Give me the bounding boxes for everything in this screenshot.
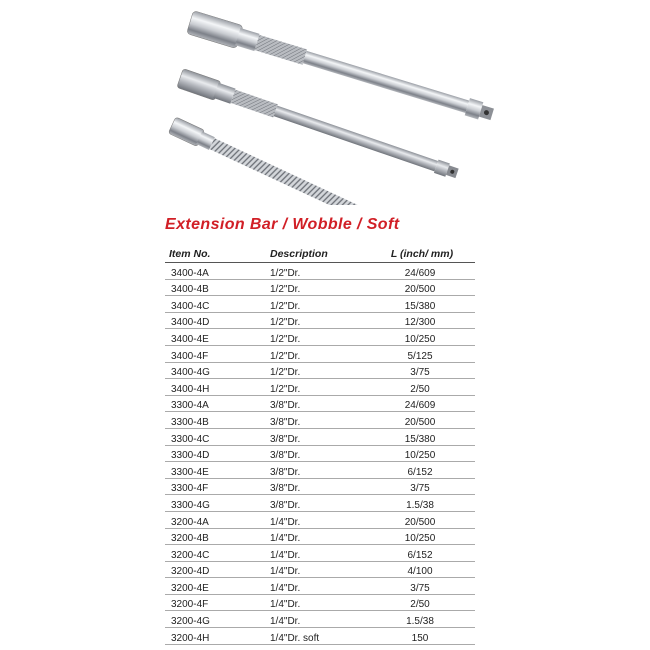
table-row: [165, 412, 475, 429]
item-no-cell: 3400-4H: [165, 379, 264, 396]
length-cell: 20/500: [365, 279, 475, 296]
table-row: [165, 578, 475, 595]
item-no-cell: 3300-4B: [165, 412, 264, 429]
description-cell: 1/4"Dr.: [264, 561, 365, 578]
item-no-cell: 3200-4F: [165, 594, 264, 611]
table-row: [165, 279, 475, 296]
description-cell: 3/8"Dr.: [264, 428, 365, 445]
item-no-cell: 3300-4F: [165, 478, 264, 495]
description-cell: 1/2"Dr.: [264, 279, 365, 296]
description-cell: 1/4"Dr.: [264, 528, 365, 545]
description-cell: 1/2"Dr.: [264, 345, 365, 362]
spec-table: [165, 245, 475, 645]
item-no-cell: 3200-4C: [165, 545, 264, 562]
item-no-cell: 3300-4E: [165, 462, 264, 479]
length-cell: 20/500: [365, 412, 475, 429]
table-row: [165, 312, 475, 329]
description-cell: 1/2"Dr.: [264, 263, 365, 280]
item-no-cell: 3300-4G: [165, 495, 264, 512]
table-row: [165, 379, 475, 396]
header-description: Description: [264, 245, 365, 263]
description-cell: 3/8"Dr.: [264, 445, 365, 462]
table-row: [165, 528, 475, 545]
item-no-cell: 3400-4E: [165, 329, 264, 346]
item-no-cell: 3400-4G: [165, 362, 264, 379]
length-cell: 150: [365, 628, 475, 645]
item-no-cell: 3200-4H: [165, 628, 264, 645]
table-row: [165, 428, 475, 445]
table-row: [165, 611, 475, 628]
table-header-row: [165, 245, 475, 263]
table-row: [165, 296, 475, 313]
length-cell: 5/125: [365, 345, 475, 362]
table-row: [165, 545, 475, 562]
description-cell: 1/2"Dr.: [264, 379, 365, 396]
item-no-cell: 3200-4G: [165, 611, 264, 628]
length-cell: 6/152: [365, 545, 475, 562]
table-row: [165, 495, 475, 512]
length-cell: 1.5/38: [365, 611, 475, 628]
length-cell: 3/75: [365, 578, 475, 595]
header-length: L (inch/ mm): [365, 245, 475, 263]
table-row: [165, 395, 475, 412]
description-cell: 3/8"Dr.: [264, 462, 365, 479]
length-cell: 3/75: [365, 362, 475, 379]
description-cell: 1/2"Dr.: [264, 362, 365, 379]
item-no-cell: 3400-4C: [165, 296, 264, 313]
length-cell: 24/609: [365, 395, 475, 412]
length-cell: 6/152: [365, 462, 475, 479]
header-item-no: Item No.: [165, 245, 264, 263]
description-cell: 1/2"Dr.: [264, 296, 365, 313]
wobble-extension-bar: [168, 117, 420, 205]
item-no-cell: 3300-4C: [165, 428, 264, 445]
section-title: Extension Bar / Wobble / Soft: [165, 216, 400, 233]
length-cell: 10/250: [365, 445, 475, 462]
description-cell: 1/4"Dr.: [264, 578, 365, 595]
item-no-cell: 3400-4D: [165, 312, 264, 329]
table-row: [165, 362, 475, 379]
description-cell: 1/4"Dr. soft: [264, 628, 365, 645]
description-cell: 1/4"Dr.: [264, 545, 365, 562]
table-row: [165, 345, 475, 362]
product-photo: [150, 0, 495, 205]
table-row: [165, 329, 475, 346]
item-no-cell: 3200-4A: [165, 511, 264, 528]
description-cell: 3/8"Dr.: [264, 412, 365, 429]
table-row: [165, 478, 475, 495]
item-no-cell: 3400-4B: [165, 279, 264, 296]
table-row: [165, 594, 475, 611]
length-cell: 12/300: [365, 312, 475, 329]
length-cell: 2/50: [365, 594, 475, 611]
length-cell: 4/100: [365, 561, 475, 578]
length-cell: 20/500: [365, 511, 475, 528]
length-cell: 3/75: [365, 478, 475, 495]
length-cell: 24/609: [365, 263, 475, 280]
description-cell: 1/2"Dr.: [264, 312, 365, 329]
length-cell: 15/380: [365, 296, 475, 313]
table-row: [165, 462, 475, 479]
length-cell: 15/380: [365, 428, 475, 445]
description-cell: 3/8"Dr.: [264, 395, 365, 412]
table-row: [165, 445, 475, 462]
description-cell: 1/4"Dr.: [264, 611, 365, 628]
table-row: [165, 263, 475, 280]
description-cell: 1/2"Dr.: [264, 329, 365, 346]
item-no-cell: 3200-4E: [165, 578, 264, 595]
description-cell: 3/8"Dr.: [264, 478, 365, 495]
table-row: [165, 628, 475, 645]
item-no-cell: 3200-4B: [165, 528, 264, 545]
description-cell: 1/4"Dr.: [264, 511, 365, 528]
table-row: [165, 561, 475, 578]
description-cell: 3/8"Dr.: [264, 495, 365, 512]
item-no-cell: 3400-4F: [165, 345, 264, 362]
item-no-cell: 3200-4D: [165, 561, 264, 578]
length-cell: 1.5/38: [365, 495, 475, 512]
length-cell: 10/250: [365, 329, 475, 346]
item-no-cell: 3300-4D: [165, 445, 264, 462]
table-row: [165, 511, 475, 528]
extension-bar-large: [186, 11, 495, 126]
description-cell: 1/4"Dr.: [264, 594, 365, 611]
length-cell: 2/50: [365, 379, 475, 396]
item-no-cell: 3400-4A: [165, 263, 264, 280]
length-cell: 10/250: [365, 528, 475, 545]
item-no-cell: 3300-4A: [165, 395, 264, 412]
